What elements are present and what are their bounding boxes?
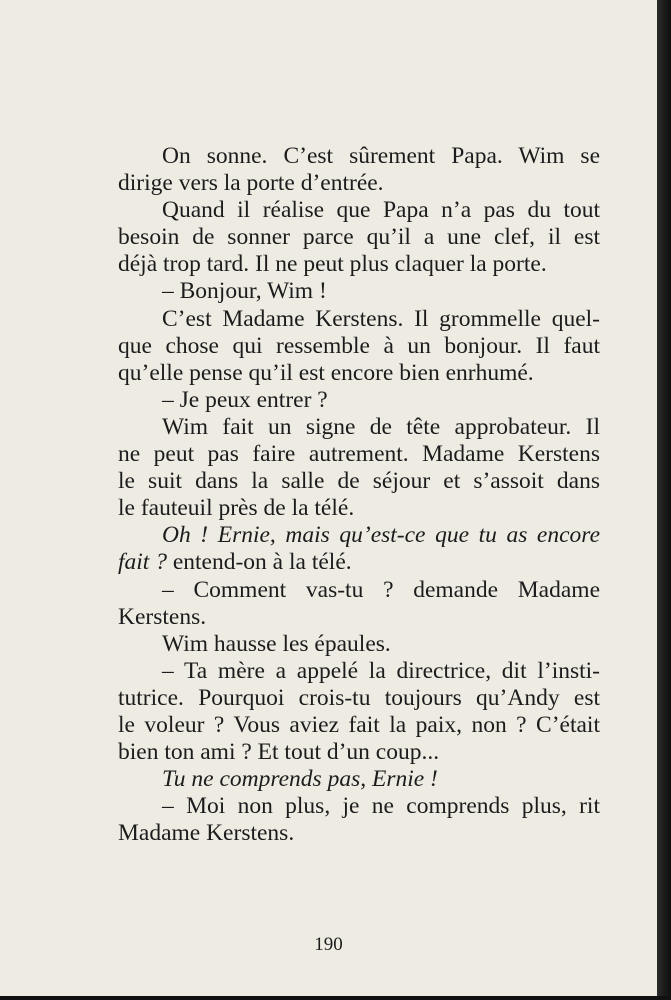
text-line — [118, 820, 600, 847]
italic-text: fait ? — [118, 549, 167, 576]
line-text: – Ta mère a appelé la directrice, dit l’insti- — [162, 657, 600, 684]
page-number: 190 — [314, 934, 343, 955]
text-line — [118, 197, 600, 224]
text-line — [118, 712, 600, 739]
line-text: le fauteuil près de la télé. — [118, 495, 355, 522]
text-line — [118, 793, 600, 820]
line-text: le voleur ? Vous aviez fait la paix, non ? C’était — [118, 711, 600, 738]
text-line — [118, 387, 600, 414]
text-line — [118, 143, 600, 170]
italic-text: Tu ne comprends pas, Ernie ! — [162, 766, 438, 793]
line-text: – Bonjour, Wim ! — [162, 278, 327, 305]
line-text: – Je peux entrer ? — [162, 386, 328, 413]
text-line — [118, 495, 600, 522]
line-text: besoin de sonner parce qu’il a une clef, il est — [118, 224, 600, 251]
text-line — [118, 441, 600, 468]
line-text: Quand il réalise que Papa n’a pas du tout — [162, 197, 600, 224]
line-text: Madame Kerstens. — [118, 820, 295, 847]
line-text: C’est Madame Kerstens. Il grommelle quel- — [162, 305, 600, 332]
line-text: Wim fait un signe de tête approbateur. Il — [162, 413, 600, 440]
text-line — [118, 739, 600, 766]
text-line — [118, 333, 600, 360]
line-text: Wim hausse les épaules. — [162, 630, 391, 657]
page-bottom-edge — [0, 996, 671, 1000]
line-text: déjà trop tard. Il ne peut plus claquer la porte. — [118, 251, 547, 278]
text-line — [118, 522, 600, 549]
text-line — [118, 766, 600, 793]
line-text: qu’elle pense qu’il est encore bien enrhumé. — [118, 359, 534, 386]
line-text: ne peut pas faire autrement. Madame Kerstens — [118, 441, 600, 468]
text-line — [118, 604, 600, 631]
book-gutter — [657, 0, 671, 1000]
italic-text: Oh ! Ernie, mais qu’est-ce que tu as encore — [162, 522, 600, 549]
line-text: – Comment vas-tu ? demande Madame — [162, 576, 600, 603]
text-line — [118, 685, 600, 712]
line-text: entend-on à la télé. — [166, 549, 352, 576]
text-line — [118, 414, 600, 441]
text-line — [118, 251, 600, 278]
text-line — [118, 224, 600, 251]
line-text: dirige vers la porte d’entrée. — [118, 170, 384, 197]
text-line — [118, 306, 600, 333]
text-line — [118, 170, 600, 197]
line-text: bien ton ami ? Et tout d’un coup... — [118, 739, 440, 766]
line-text: On sonne. C’est sûrement Papa. Wim se — [162, 143, 600, 169]
line-text: tutrice. Pourquoi crois-tu toujours qu’Andy est — [118, 684, 600, 711]
line-text: le suit dans la salle de séjour et s’assoit dans — [118, 468, 600, 495]
line-text: – Moi non plus, je ne comprends plus, rit — [162, 793, 600, 820]
text-line — [118, 577, 600, 604]
text-line — [118, 468, 600, 495]
text-line — [118, 360, 600, 387]
text-line — [118, 549, 600, 576]
line-text: Kerstens. — [118, 603, 207, 630]
text-line — [118, 278, 600, 305]
line-text: que chose qui ressemble à un bonjour. Il faut — [118, 332, 600, 359]
body-text — [118, 143, 600, 847]
text-line — [118, 658, 600, 685]
text-line — [118, 631, 600, 658]
